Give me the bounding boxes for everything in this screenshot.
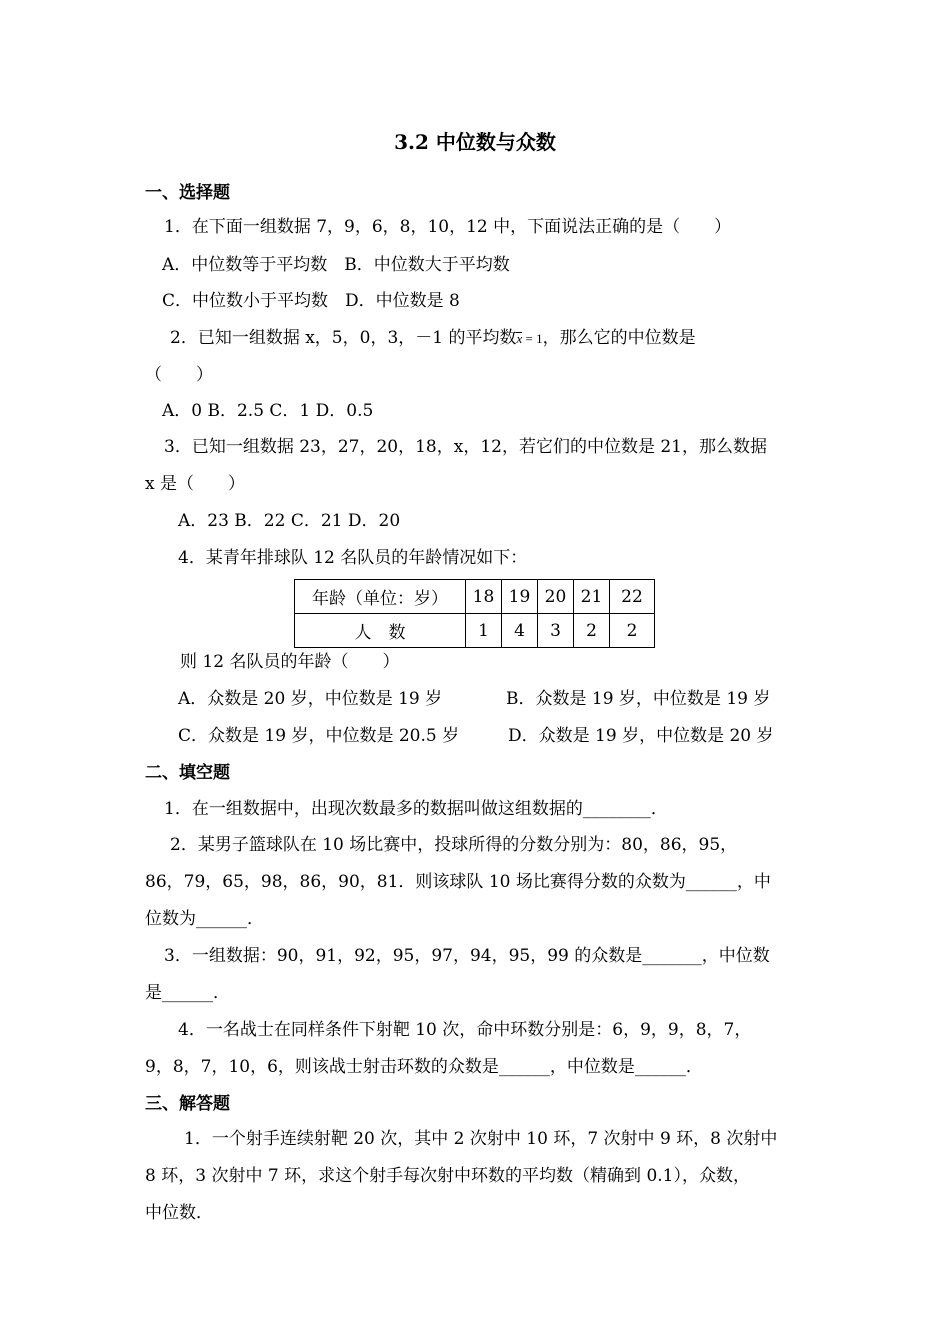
q1-options-ab: A．中位数等于平均数 B．中位数大于平均数 xyxy=(162,255,510,275)
q3-stem-line1: 3．已知一组数据 23，27，20，18，x，12，若它们的中位数是 21，那么数据 xyxy=(164,437,768,457)
q4-option-a: A．众数是 20 岁，中位数是 19 岁 xyxy=(178,689,443,709)
fill-q4-line1: 4．一名战士在同样条件下射靶 10 次，命中环数分别是：6，9，9，8，7， xyxy=(178,1020,752,1040)
q2-stem-line2: （ ） xyxy=(145,365,213,385)
fill-q3-line2: 是______． xyxy=(145,983,230,1003)
page-title: 3.2 中位数与众数 xyxy=(394,130,556,154)
mean-var: x xyxy=(516,331,523,346)
q2-stem-line1 xyxy=(170,327,696,350)
q4-option-d: D．众数是 19 岁，中位数是 20 岁 xyxy=(508,726,774,746)
section-heading-choice: 一、选择题 xyxy=(145,183,230,203)
q2-stem-a: 2．已知一组数据 x，5，0，3，－1 的平均数 xyxy=(170,328,517,348)
fill-q3-line1: 3．一组数据：90，91，92，95，97，94，95，99 的众数是_______，中位数 xyxy=(164,946,770,966)
fill-q2-line2: 86，79，65，98，86，90，81．则该球队 10 场比赛得分数的众数为______，中 xyxy=(145,872,771,892)
answer-q1-line3: 中位数． xyxy=(145,1203,213,1223)
age-table xyxy=(294,579,655,648)
q2-options: A．0 B．2.5 C．1 D．0.5 xyxy=(162,401,374,421)
mean-eq: = 1 xyxy=(522,331,543,346)
age-header-cell: 年龄（单位：岁） xyxy=(295,580,466,614)
q1-options-cd: C．中位数小于平均数 D．中位数是 8 xyxy=(162,291,460,311)
age-cell: 18 xyxy=(466,580,502,614)
count-cell: 4 xyxy=(502,614,538,648)
age-table-row-age xyxy=(295,580,655,614)
fill-q2-line3: 位数为______． xyxy=(145,909,264,929)
q3-options: A．23 B．22 C．21 D．20 xyxy=(178,511,401,531)
age-cell: 20 xyxy=(538,580,574,614)
q4-option-b: B．众数是 19 岁，中位数是 19 岁 xyxy=(506,689,771,709)
q1-stem: 1．在下面一组数据 7，9，6，8，10，12 中，下面说法正确的是（ ） xyxy=(164,217,732,237)
count-cell: 2 xyxy=(610,614,655,648)
count-cell: 2 xyxy=(574,614,610,648)
fill-q1: 1．在一组数据中，出现次数最多的数据叫做这组数据的________． xyxy=(164,799,668,819)
q4-after-table: 则 12 名队员的年龄（ ） xyxy=(180,652,400,672)
answer-q1-line1: 1．一个射手连续射靶 20 次，其中 2 次射中 10 环，7 次射中 9 环，8 次射中 xyxy=(184,1129,778,1149)
age-cell: 22 xyxy=(610,580,655,614)
section-heading-answer: 三、解答题 xyxy=(145,1094,230,1114)
q2-stem-b: ，那么它的中位数是 xyxy=(542,328,696,348)
age-table-row-count xyxy=(295,614,655,648)
age-cell: 19 xyxy=(502,580,538,614)
count-header-cell: 人 数 xyxy=(295,614,466,648)
q4-stem: 4．某青年排球队 12 名队员的年龄情况如下： xyxy=(178,548,528,568)
count-cell: 1 xyxy=(466,614,502,648)
fill-q4-line2: 9，8，7，10，6，则该战士射击环数的众数是______，中位数是______． xyxy=(145,1057,703,1077)
answer-q1-line2: 8 环，3 次射中 7 环，求这个射手每次射中环数的平均数（精确到 0.1），众数， xyxy=(145,1166,751,1186)
q3-stem-line2: x 是（ ） xyxy=(145,474,245,494)
count-cell: 3 xyxy=(538,614,574,648)
fill-q2-line1: 2．某男子篮球队在 10 场比赛中，投球所得的分数分别为：80，86，95， xyxy=(170,835,738,855)
q4-option-c: C．众数是 19 岁，中位数是 20.5 岁 xyxy=(178,726,460,746)
age-cell: 21 xyxy=(574,580,610,614)
section-heading-fill: 二、填空题 xyxy=(145,763,230,783)
